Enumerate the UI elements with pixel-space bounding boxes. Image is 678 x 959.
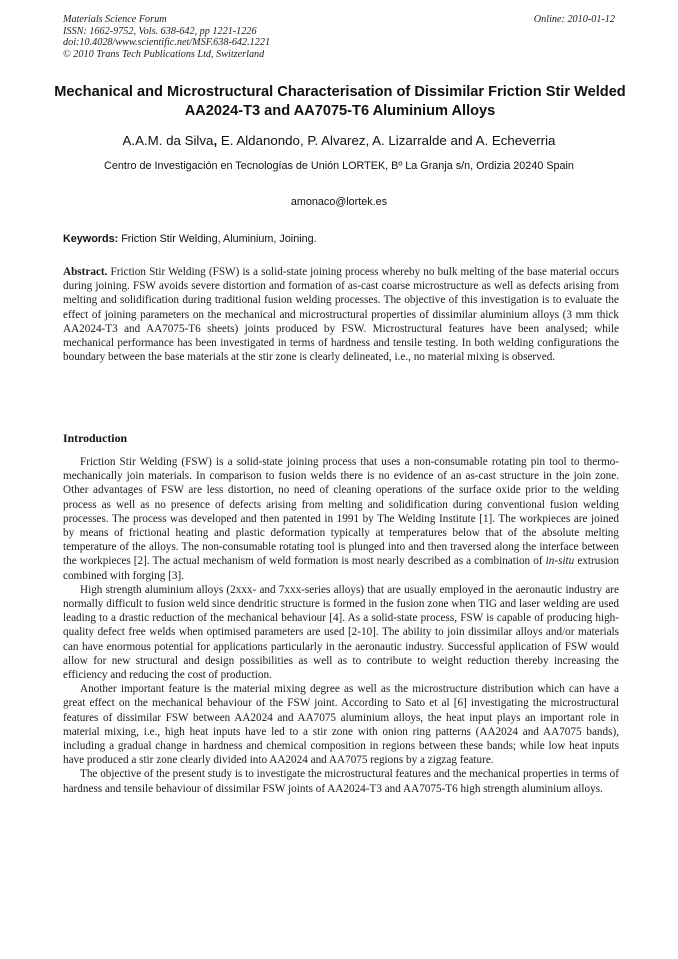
- introduction-heading: Introduction: [63, 431, 128, 445]
- keywords: [63, 232, 619, 246]
- keywords-text: Friction Stir Welding, Aluminium, Joining.: [118, 233, 317, 245]
- affiliation: Centro de Investigación en Tecnologías de Unión LORTEK, Bº La Granja s/n, Ordizia 20240 Spain: [104, 160, 574, 172]
- intro-p1-italic: in-situ: [545, 555, 575, 568]
- intro-p1-end: extrusion combined with forging [3].: [63, 555, 619, 582]
- introduction-body: [63, 455, 619, 796]
- copyright-line: © 2010 Trans Tech Publications Ltd, Switzerland: [63, 48, 265, 60]
- author-list: [30, 133, 648, 149]
- abstract-text: Friction Stir Welding (FSW) is a solid-state joining process whereby no bulk melting of the base material occurs during joining. FSW avoids severe distortion and formation of as-cast coarse microstructure as well as defects arising from melting and solidification during traditional fusion welding processes. The objective of this investigation is to evaluate the effect of joining parameters on the mechanical and microstructural properties of dissimilar aluminium alloys (3 mm thick AA2024-T3 and AA7075-T6 sheets) joints produced by FSW. Microstructural features have been analysed; while mechanical performance has been investigated in terms of hardness and tensile testing. In both welding configurations the boundary between the base materials at the stir zone is clearly delineated, i.e., no material mixing is observed.: [63, 266, 619, 364]
- intro-paragraph-3: Another important feature is the material mixing degree as well as the microstructure distribution which can have a great effect on the mechanical behaviour of the FSW joint. According to Sato et al [6] investigating the microstructural features of dissimilar FSW between AA2024 and AA7075 aluminium alloys, the heat input plays an important role in material mixing, i.e., high heat inputs have led to a stir zone with onion ring patterns (AA2024 and AA7075 bands), including a gradual change in hardness and chemical composition in regions between these bands; while low heat inputs have produced a stir zone clearly divided into AA2024 and AA7075 regions by a zigzag feature.: [63, 683, 619, 767]
- keywords-label: Keywords:: [63, 233, 119, 245]
- author-email: amonaco@lortek.es: [290, 196, 388, 208]
- intro-p1-text: Friction Stir Welding (FSW) is a solid-state joining process that uses a non-consumable rotating pin tool to thermo-mechanically join materials. In comparison to fusion welds there is no evidence of an as-cast structure in the join zone. Other advantages of FSW are less distortion, no need of cleaning operations of the surface oxide prior to the welding process as well as no presence of defects arising from melting and solidification during conventional fusion welding processes. The process was developed and then patented in 1991 by The Welding Institute [1]. The workpieces are joined by means of frictional heating and plastic deformation typically at temperatures below that of the absolute melting temperature of the alloys. The non-consumable rotating tool is plunged into and then traversed along the interface between the workpieces [2]. The actual mechanism of weld formation is most nearly described as a combination of: [63, 456, 619, 568]
- doi-line: doi:10.4028/www.scientific.net/MSF.638-642.1221: [63, 37, 271, 49]
- intro-paragraph-1: [63, 455, 619, 583]
- abstract-label: Abstract.: [63, 266, 108, 278]
- running-header: [63, 14, 619, 60]
- online-date: Online: 2010-01-12: [533, 14, 615, 25]
- other-authors: E. Aldanondo, P. Alvarez, A. Lizarralde and A. Echeverria: [217, 133, 556, 148]
- first-author: A.A.M. da Silva: [122, 133, 214, 148]
- author-separator: ,: [213, 133, 218, 148]
- issn-line: ISSN: 1662-9752, Vols. 638-642, pp 1221-1226: [63, 25, 257, 37]
- intro-paragraph-4: The objective of the present study is to investigate the microstructural features and the mechanical properties in terms of hardness and tensile behaviour of dissimilar FSW joints of AA2024-T3 and AA7075-T6 high strength aluminium alloys.: [63, 768, 619, 795]
- paper-title: Mechanical and Microstructural Characterisation of Dissimilar Friction Stir Welded AA2024-T3 and AA7075-T6 Aluminium Alloys: [54, 84, 626, 119]
- journal-name: Materials Science Forum: [63, 14, 167, 25]
- intro-paragraph-2: High strength aluminium alloys (2xxx- and 7xxx-series alloys) that are usually employed in the aeronautic industry are normally difficult to fusion weld since dendritic structure is formed in the fusion zone when TIG and laser welding are used leading to a drastic reduction of the mechanical behaviour [4]. As a solid-state process, FSW is capable of producing high-quality defect free welds when optimised parameters are used [2-10]. The ability to join dissimilar alloys and/or materials can have enormous potential for applications particularly in the aeronautic industry. Successful application of FSW would allow for new structural and design possibilities as well as to contribute to weight reduction thereby increasing the efficiency and reducing the cost of production.: [63, 583, 619, 682]
- abstract: [63, 265, 619, 364]
